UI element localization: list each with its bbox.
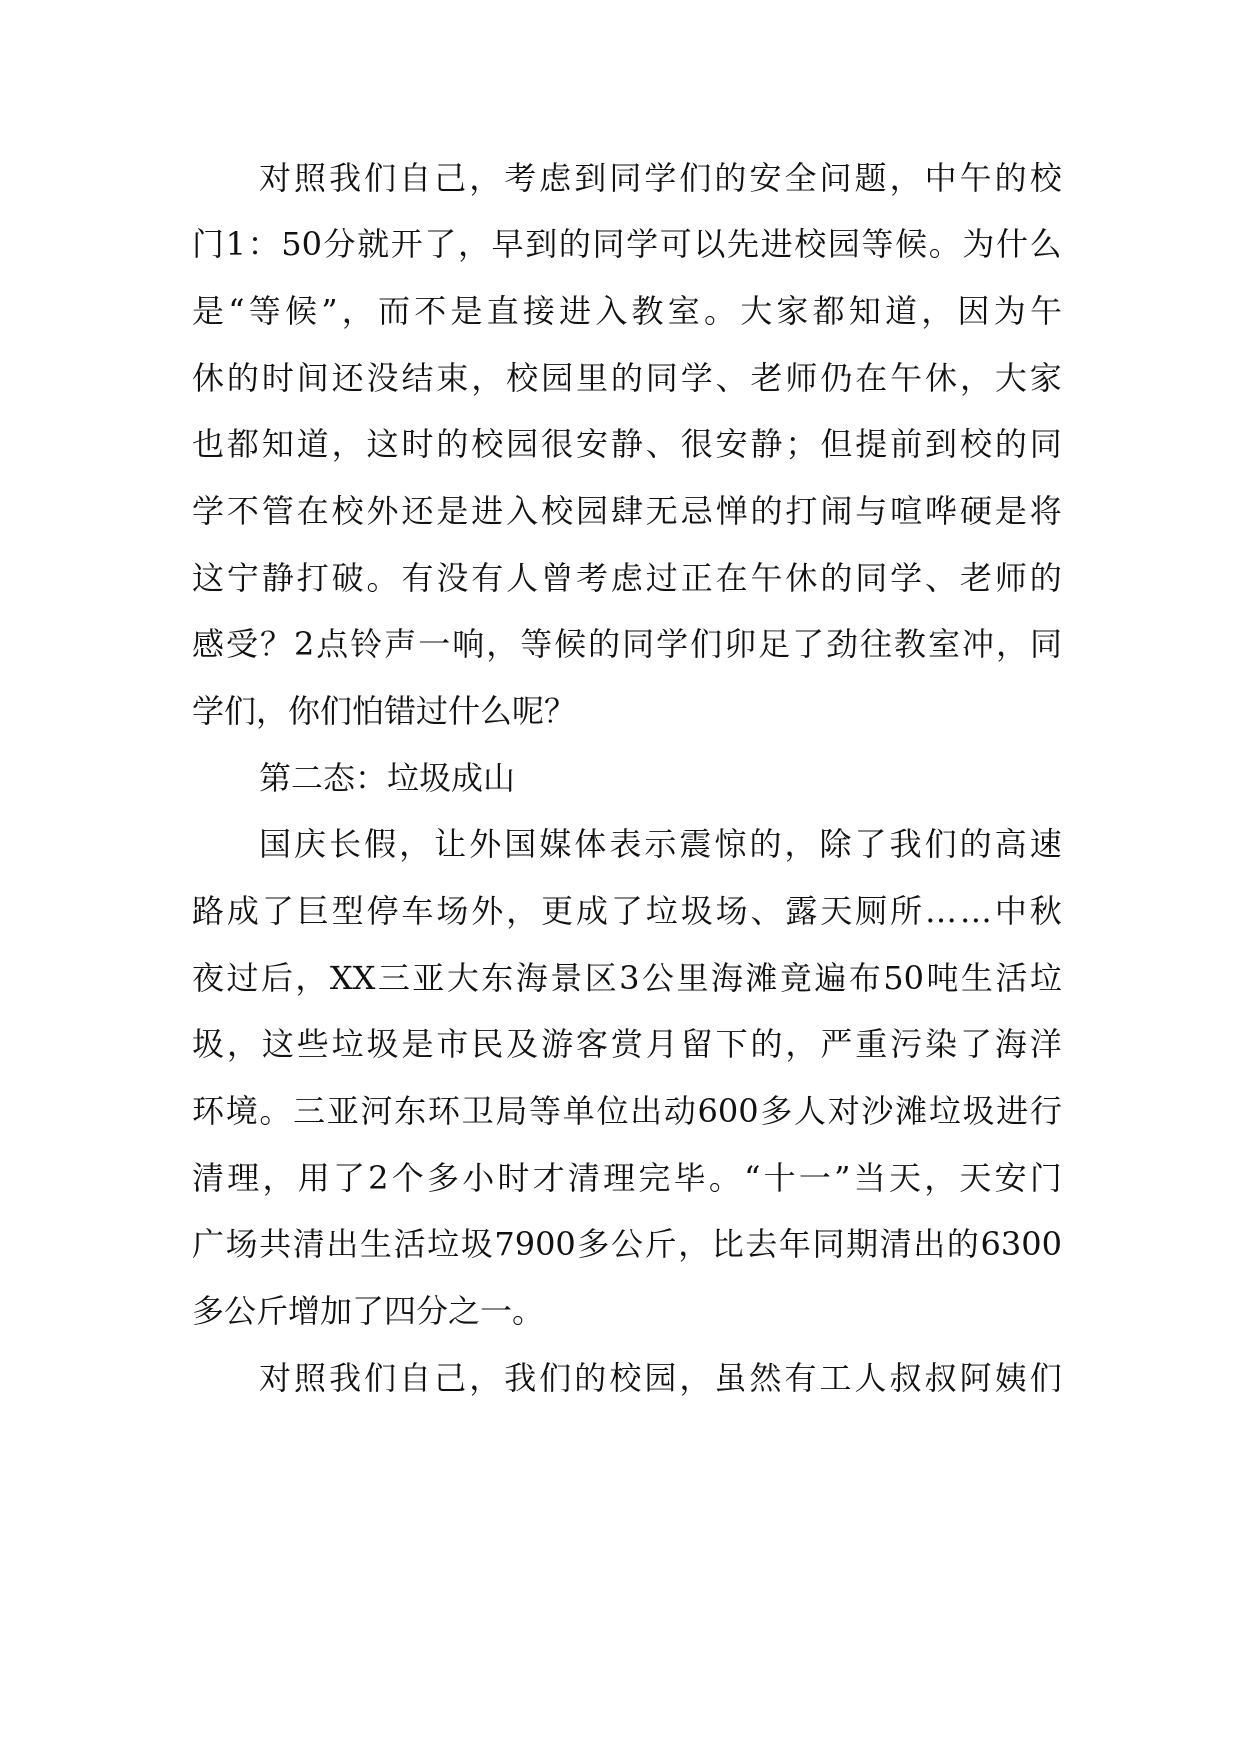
paragraph-line: 门 1 ： 50 分 就 开 了 ， 早 到 的 同 学 可 以 先 进 校 园 等 候 。 为 什 么	[192, 225, 1062, 263]
paragraph-line: 这 宁 静 打 破 。 有 没 有 人 曾 考 虑 过 正 在 午 休 的 同 学 、 老 师 的	[192, 559, 1062, 597]
paragraph-line: 广 场 共 清 出 生 活 垃 圾 7900 多 公 斤 ， 比 去 年 同 期 清 出 的 6300	[192, 1225, 1062, 1263]
paragraph-line: 环 境 。 三 亚 河 东 环 卫 局 等 单 位 出 动 600 多 人 对 沙 滩 垃 圾 进 行	[192, 1092, 1062, 1130]
paragraph-line: 学 不 管 在 校 外 还 是 进 入 校 园 肆 无 忌 惮 的 打 闹 与 喧 哗 硬 是 将	[192, 492, 1062, 530]
paragraph-line: 路 成 了 巨 型 停 车 场 外 ， 更 成 了 垃 圾 场 、 露 天 厕 所 … … 中 秋	[192, 892, 1062, 930]
paragraph-line: 国 庆 长 假 ， 让 外 国 媒 体 表 示 震 惊 的 ， 除 了 我 们 的 高 速	[259, 825, 1062, 863]
paragraph-line: 夜 过 后 ， XX 三 亚 大 东 海 景 区 3 公 里 海 滩 竟 遍 布 50 吨 生 活 垃	[192, 959, 1062, 997]
section-heading: 第二态：垃圾成山	[259, 759, 516, 797]
paragraph-line-last: 多公斤增加了四分之一。	[192, 1292, 545, 1330]
paragraph-line: 圾 ， 这 些 垃 圾 是 市 民 及 游 客 赏 月 留 下 的 ， 严 重 污 染 了 海 洋	[192, 1025, 1062, 1063]
paragraph-line: 是 “ 等 候 ” ， 而 不 是 直 接 进 入 教 室 。 大 家 都 知 道 ， 因 为 午	[192, 292, 1062, 330]
paragraph-line: 休 的 时 间 还 没 结 束 ， 校 园 里 的 同 学 、 老 师 仍 在 午 休 ， 大 家	[192, 359, 1062, 397]
paragraph-line-last: 学们，你们怕错过什么呢？	[192, 692, 577, 730]
paragraph-line: 对 照 我 们 自 己 ， 考 虑 到 同 学 们 的 安 全 问 题 ， 中 午 的 校	[259, 159, 1062, 197]
paragraph-line: 对 照 我 们 自 己 ， 我 们 的 校 园 ， 虽 然 有 工 人 叔 叔 阿 姨 们	[259, 1359, 1062, 1397]
paragraph-line: 清 理 ， 用 了 2 个 多 小 时 才 清 理 完 毕 。 “ 十 一 ” 当 天 ， 天 安 门	[192, 1159, 1062, 1197]
paragraph-line: 感 受 ？ 2 点 铃 声 一 响 ， 等 候 的 同 学 们 卯 足 了 劲 往 教 室 冲 ， 同	[192, 625, 1062, 663]
paragraph-line: 也 都 知 道 ， 这 时 的 校 园 很 安 静 、 很 安 静 ； 但 提 前 到 校 的 同	[192, 425, 1062, 463]
